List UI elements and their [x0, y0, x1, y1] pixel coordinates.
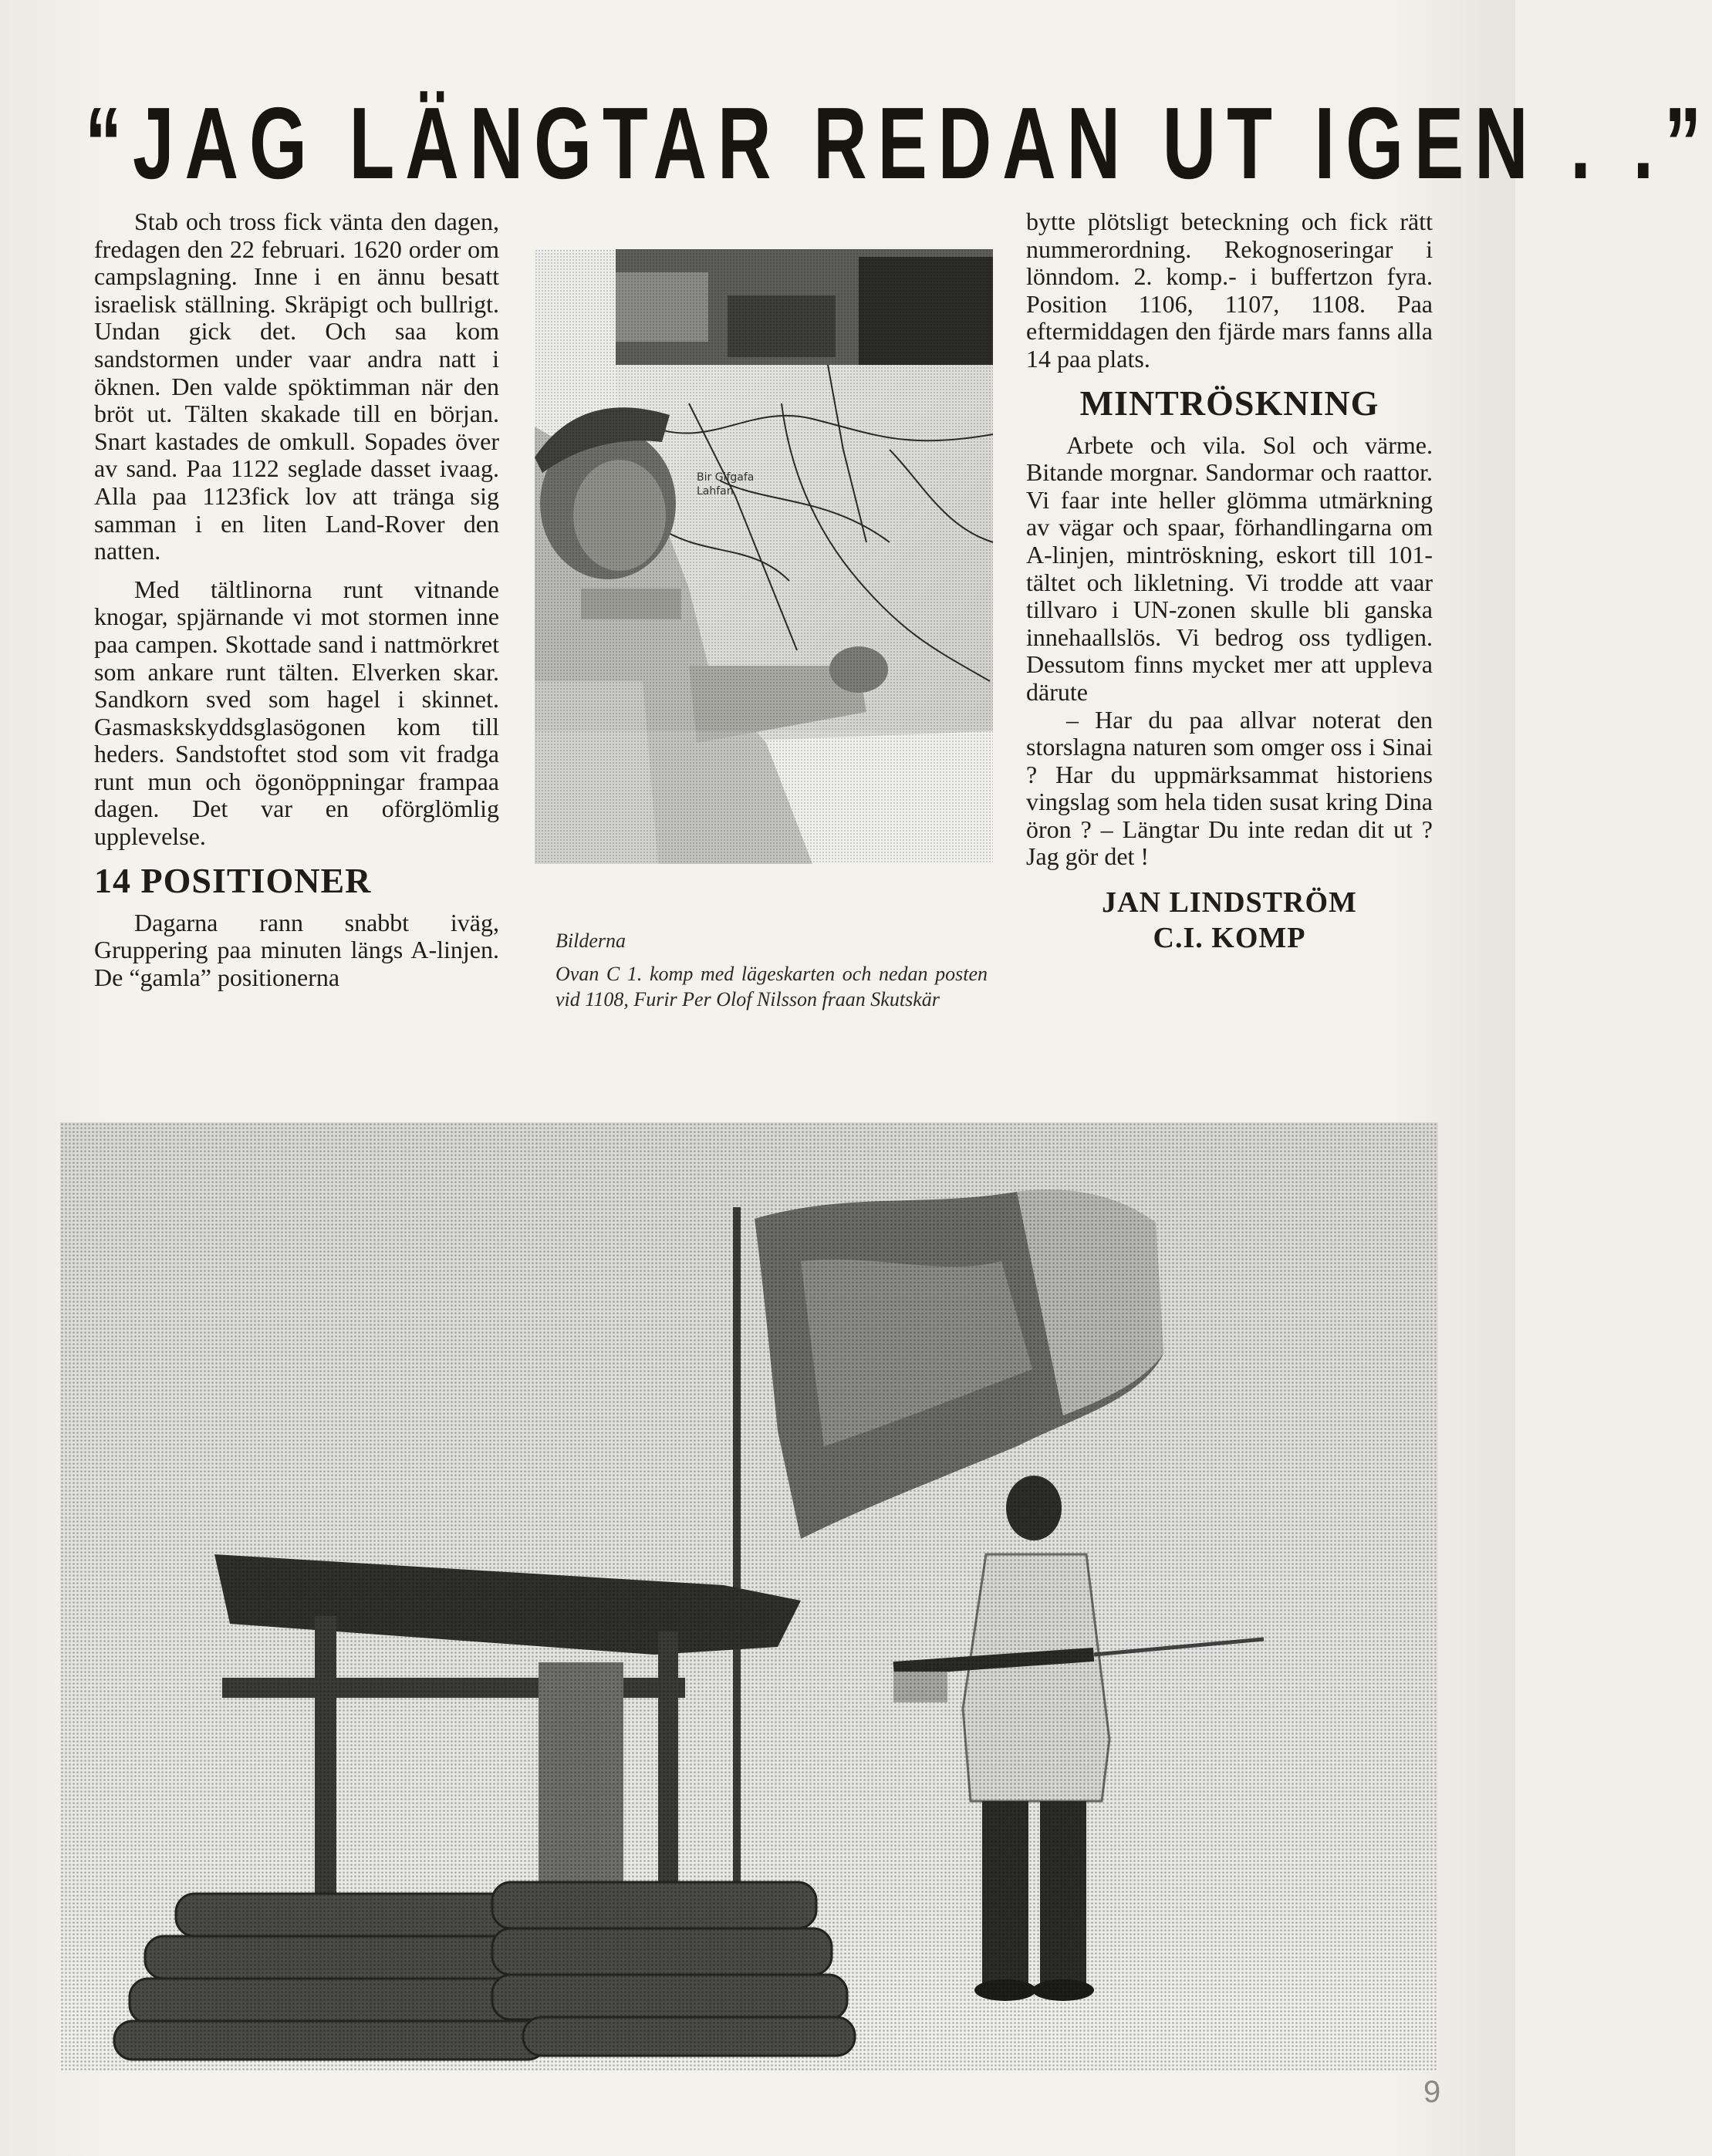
column-right	[1026, 208, 1433, 956]
caption-title: Bilderna	[555, 930, 626, 952]
photo-soldier-with-map	[535, 249, 993, 864]
author-name: JAN LINDSTRÖM	[1102, 886, 1357, 919]
page-number: 9	[1423, 2075, 1441, 2109]
photo-guard-post-with-flag	[60, 1122, 1438, 2071]
paragraph-work-and-rest: Arbete och vila. Sol och värme. Bitande morgnar. Sandormar och raattor. Vi faar inte heller glömma utmärkning av vägar och spaar, förhandlingarna om A-linjen, mintröskning, eskort till 101-tältet och likletning. Vi trodde att vaar tillvaro i UN-zonen skulle bli ganska innehaallslös. Vi bedrog oss tydligen. Dessutom finns mycket mer att uppleva därute	[1026, 430, 1433, 706]
caption-body: Ovan C 1. komp med lägeskarten och nedan posten vid 1108, Furir Per Olof Nilsson fraan Skutskär	[555, 963, 988, 1011]
photo-caption	[555, 928, 988, 1012]
section-heading-positions: 14 POSITIONER	[94, 860, 372, 900]
article-headline: “JAG LÄNGTAR REDAN UT IGEN . .”	[85, 86, 1712, 200]
author-unit: C.I. KOMP	[1153, 922, 1306, 955]
author-signature	[1026, 885, 1433, 956]
paragraph-tent-lines: Med tältlinorna runt vitnande knogar, spjärnande vi mot stormen inne paa campen. Skottade sand i nattmörkret som ankare runt tälten. Elverken skar. Sandkorn sved som hagel i skinnet. Gasmaskskyddsglasögonen kom till heders. Sandstoftet stod som vit fradga runt mun och ögonöppningar frampaa dagen. Det var en oförglömlig upplevelse.	[94, 575, 499, 851]
paragraph-sandstorm: Stab och tross fick vänta den dagen, fredagen den 22 februari. 1620 order om campslagning. Inne i en ännu besatt israelisk ställning. Skräpigt och bullrigt. Undan gick det. Och saa kom sandstormen under vaar andra natt i öknen. Den valde spöktimman när den bröt ut. Tälten skakade till en början. Snart kastades de omkull. Sopades över av sand. Paa 1122 seglade dasset ivaag. Alla paa 1123fick lov att tränga sig samman i en liten Land-Rover den natten.	[94, 208, 499, 565]
column-left	[94, 208, 499, 1002]
section-heading-mine-clearing: MINTRÖSKNING	[1079, 383, 1379, 423]
paragraph-days: Dagarna rann snabbt iväg, Gruppering paa minuten längs A-linjen. De “gamla” positionerna	[94, 908, 499, 991]
paragraph-questions: – Har du paa allvar noterat den storslagna naturen som omger oss i Sinai ? Har du uppmärksammat historiens vingslag som hela tiden susat kring Dina öron ? – Längtar Du inte redan dit ut ? Jag gör det !	[1026, 705, 1433, 871]
paragraph-renumbering: bytte plötsligt beteckning och fick rätt nummerordning. Rekognoseringar i lönndom. 2. komp.- i buffertzon fyra. Position 1106, 1107, 1108. Paa eftermiddagen den fjärde mars fanns alla 14 paa plats.	[1026, 208, 1433, 373]
